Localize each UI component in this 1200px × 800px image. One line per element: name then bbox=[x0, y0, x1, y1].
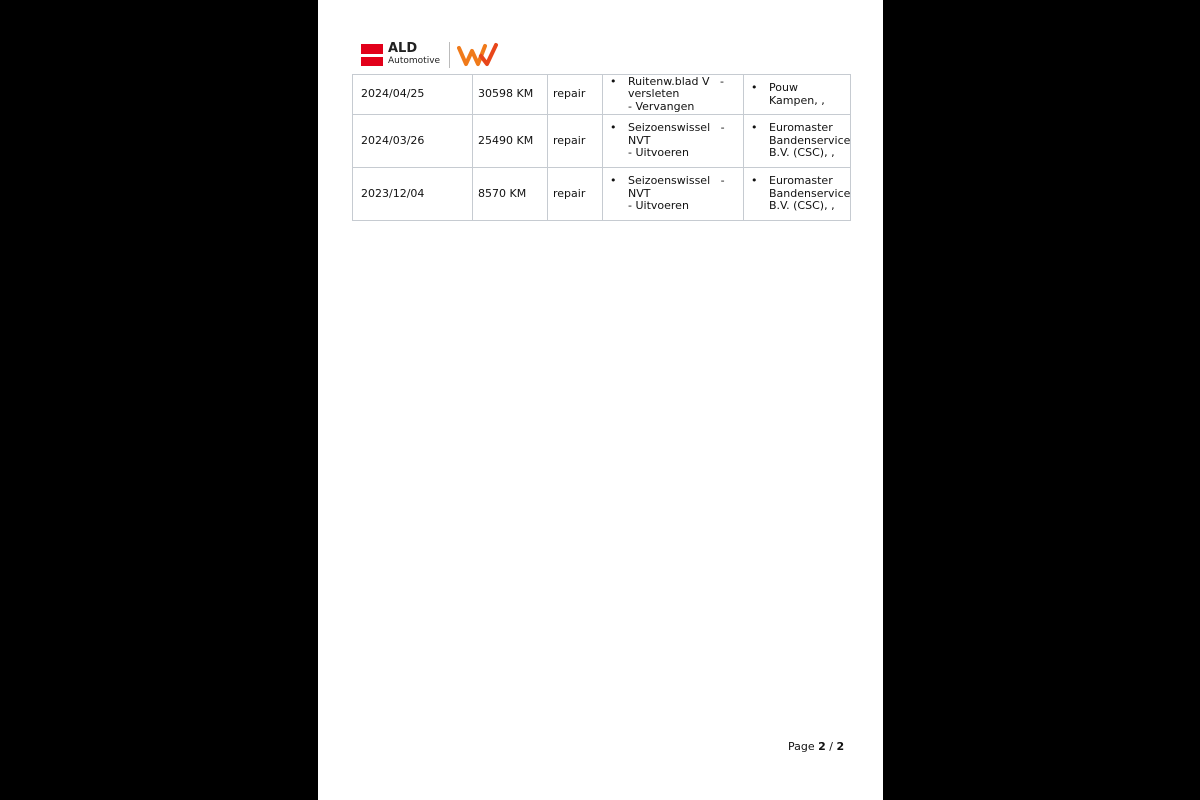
cell-date: 2023/12/04 bbox=[353, 168, 473, 221]
ald-logo-mark bbox=[361, 44, 383, 66]
partner-w-logo-icon bbox=[457, 42, 499, 68]
document-page bbox=[318, 0, 883, 800]
cell-work bbox=[603, 115, 744, 168]
page-separator: / bbox=[829, 740, 834, 753]
cell-type: repair bbox=[548, 168, 603, 221]
cell-mileage: 25490 KM bbox=[473, 115, 548, 168]
logo-brand-sub: Automotive bbox=[388, 56, 441, 66]
supplier-name: Euromaster Bandenservice B.V. (CSC), , bbox=[769, 174, 851, 213]
bullet-icon: • bbox=[610, 174, 617, 188]
maintenance-history-table bbox=[352, 74, 851, 221]
cell-mileage: 8570 KM bbox=[473, 168, 548, 221]
work-description: Seizoenswissel - NVT - Uitvoeren bbox=[628, 121, 725, 160]
cell-mileage: 30598 KM bbox=[473, 75, 548, 115]
page-label: Page bbox=[788, 740, 815, 753]
page-current: 2 bbox=[818, 740, 826, 753]
cell-type: repair bbox=[548, 115, 603, 168]
cell-supplier bbox=[744, 168, 851, 221]
work-description: Ruitenw.blad V - versleten - Vervangen bbox=[628, 74, 724, 113]
table-row bbox=[353, 168, 851, 221]
bullet-icon: • bbox=[751, 81, 758, 94]
cell-supplier bbox=[744, 75, 851, 115]
supplier-name: Euromaster Bandenservice B.V. (CSC), , bbox=[769, 121, 851, 160]
work-description: Seizoenswissel - NVT - Uitvoeren bbox=[628, 174, 725, 213]
cell-date: 2024/04/25 bbox=[353, 75, 473, 115]
bullet-icon: • bbox=[610, 121, 617, 135]
bullet-icon: • bbox=[610, 74, 617, 88]
table-row bbox=[353, 75, 851, 115]
cell-supplier bbox=[744, 115, 851, 168]
logo-divider bbox=[449, 42, 450, 68]
bullet-icon: • bbox=[751, 121, 758, 135]
cell-work bbox=[603, 75, 744, 115]
supplier-name: Pouw Kampen, , bbox=[769, 81, 825, 107]
table-row bbox=[353, 115, 851, 168]
logo-brand-name: ALD bbox=[388, 41, 418, 56]
bullet-icon: • bbox=[751, 174, 758, 188]
cell-date: 2024/03/26 bbox=[353, 115, 473, 168]
cell-type: repair bbox=[548, 75, 603, 115]
cell-work bbox=[603, 168, 744, 221]
page-number bbox=[788, 740, 844, 753]
page-total: 2 bbox=[836, 740, 845, 753]
